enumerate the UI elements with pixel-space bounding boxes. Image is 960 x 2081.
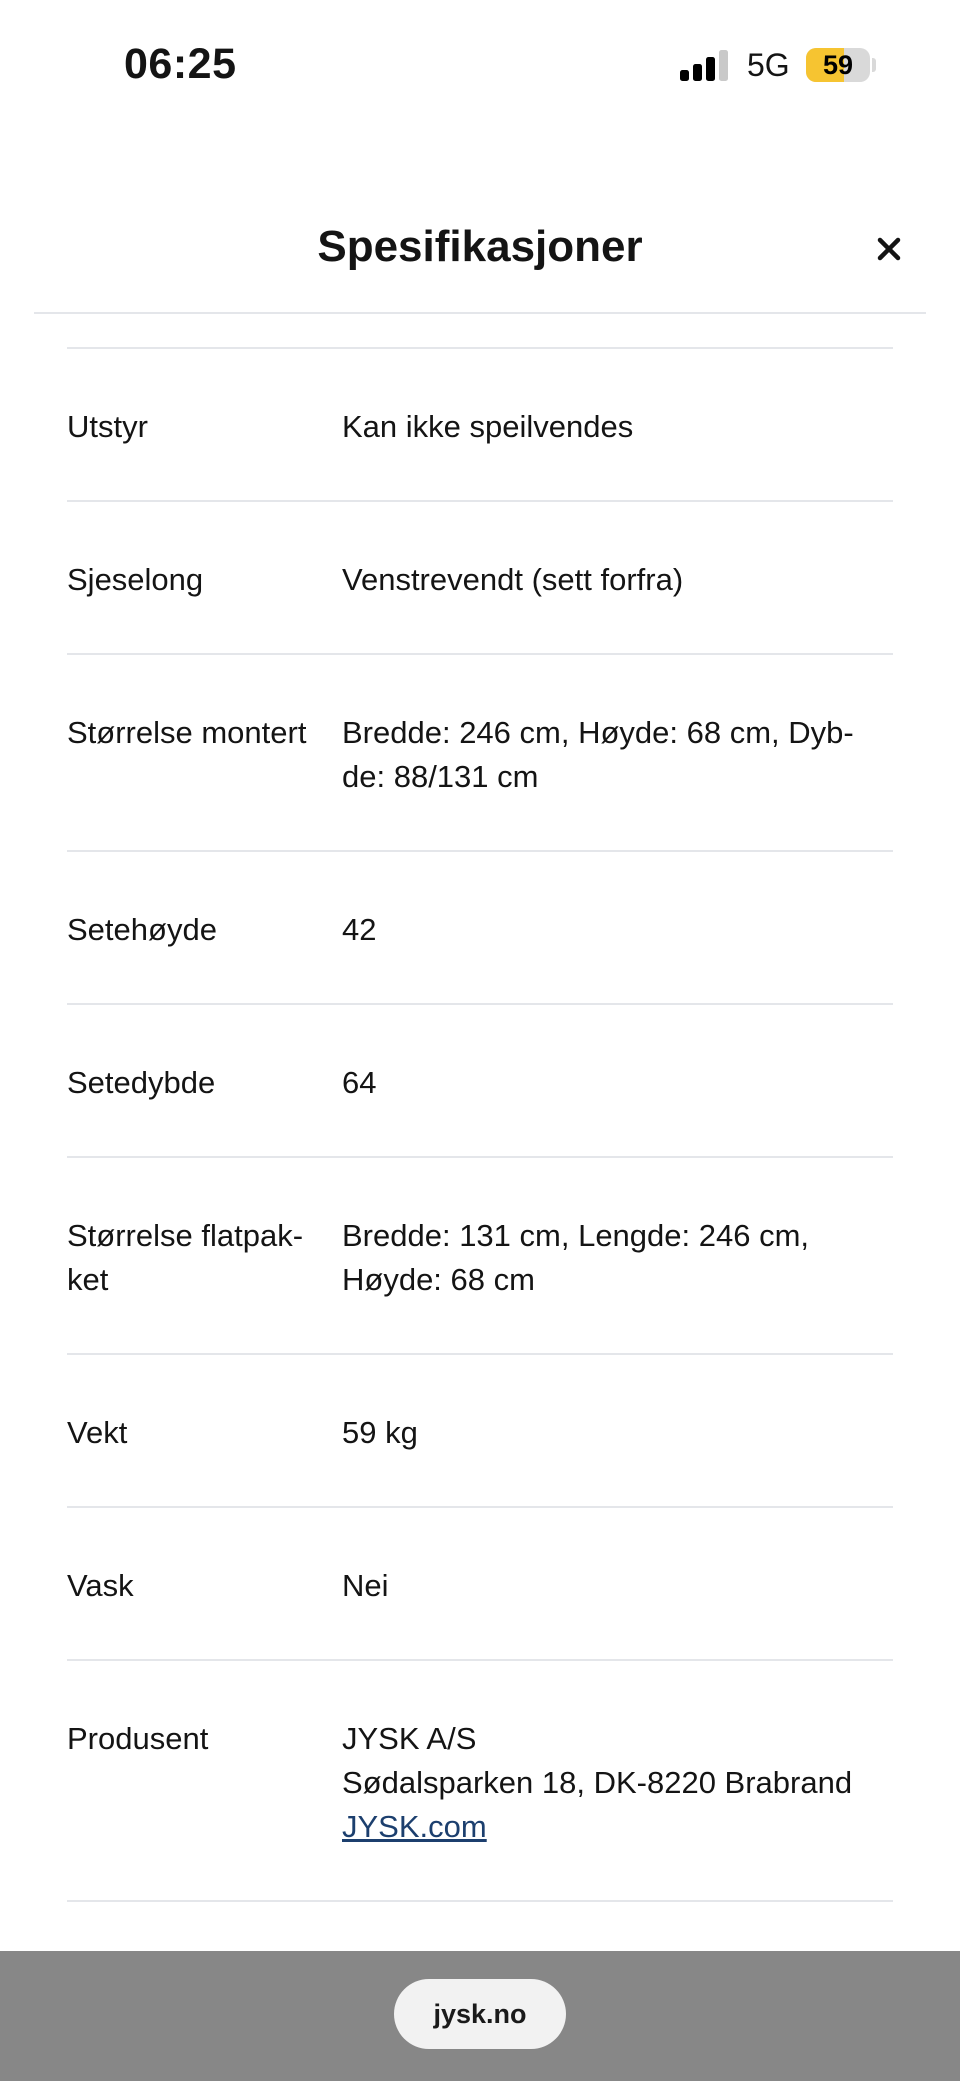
- spec-value: [342, 908, 893, 952]
- spec-value-line: JYSK A/S: [342, 1721, 477, 1756]
- spec-label: Vask: [67, 1568, 134, 1603]
- status-bar: [0, 0, 960, 130]
- spec-row: [67, 852, 893, 1005]
- spec-value: [342, 1214, 893, 1302]
- spec-value: [342, 558, 893, 602]
- url-bar[interactable]: jysk.no: [394, 1979, 566, 2049]
- spec-label: Produsent: [67, 1721, 209, 1756]
- close-icon: [866, 226, 912, 272]
- browser-bottom-bar: [0, 1951, 960, 2081]
- spec-value-line: 42: [342, 912, 377, 947]
- spec-value-line: Nei: [342, 1568, 389, 1603]
- spec-label: Sjeselong: [67, 562, 204, 597]
- spec-label: Størrelse flatpak-ket: [67, 1218, 304, 1297]
- spec-row: [67, 349, 893, 502]
- spec-value-line: Bredde: 246 cm, Høyde: 68 cm, Dyb-de: 88/131 cm: [342, 715, 854, 794]
- battery-level: 59: [822, 50, 854, 80]
- close-button[interactable]: [866, 226, 912, 272]
- spec-value-line: Sødalsparken 18, DK-8220 Brabrand: [342, 1765, 853, 1800]
- modal-header: [34, 200, 926, 314]
- spec-row: [67, 655, 893, 852]
- manufacturer-link[interactable]: JYSK.com: [342, 1809, 487, 1844]
- spec-value: [342, 1564, 893, 1608]
- network-type: 5G: [747, 47, 790, 83]
- cellular-signal-icon: [680, 50, 730, 81]
- spec-value: [342, 1061, 893, 1105]
- spec-row: [67, 502, 893, 655]
- spec-label: Utstyr: [67, 409, 148, 444]
- spec-label: Setedybde: [67, 1065, 216, 1100]
- spec-row: [67, 1355, 893, 1508]
- spec-row: [67, 1661, 893, 1902]
- spec-value: [342, 1717, 893, 1849]
- spec-value: [342, 1411, 893, 1455]
- spec-value: [342, 405, 893, 449]
- spec-label: Setehøyde: [67, 912, 217, 947]
- spec-value-line: Venstrevendt (sett forfra): [342, 562, 684, 597]
- spec-row: [67, 1158, 893, 1355]
- spec-value-line: 64: [342, 1065, 377, 1100]
- spec-value-line: 59 kg: [342, 1415, 418, 1450]
- status-time: 06:25: [124, 40, 237, 88]
- battery-icon: [806, 48, 870, 82]
- spec-label: Størrelse montert: [67, 715, 307, 750]
- battery-tip: [872, 58, 876, 72]
- spec-list: [67, 347, 893, 1902]
- modal-title: Spesifikasjoner: [317, 222, 643, 271]
- spec-value-line: Bredde: 131 cm, Lengde: 246 cm, Høyde: 68 cm: [342, 1218, 810, 1297]
- spec-value: [342, 711, 893, 799]
- spec-row: [67, 1005, 893, 1158]
- spec-value-line: Kan ikke speilvendes: [342, 409, 634, 444]
- spec-row: [67, 1508, 893, 1661]
- spec-label: Vekt: [67, 1415, 128, 1450]
